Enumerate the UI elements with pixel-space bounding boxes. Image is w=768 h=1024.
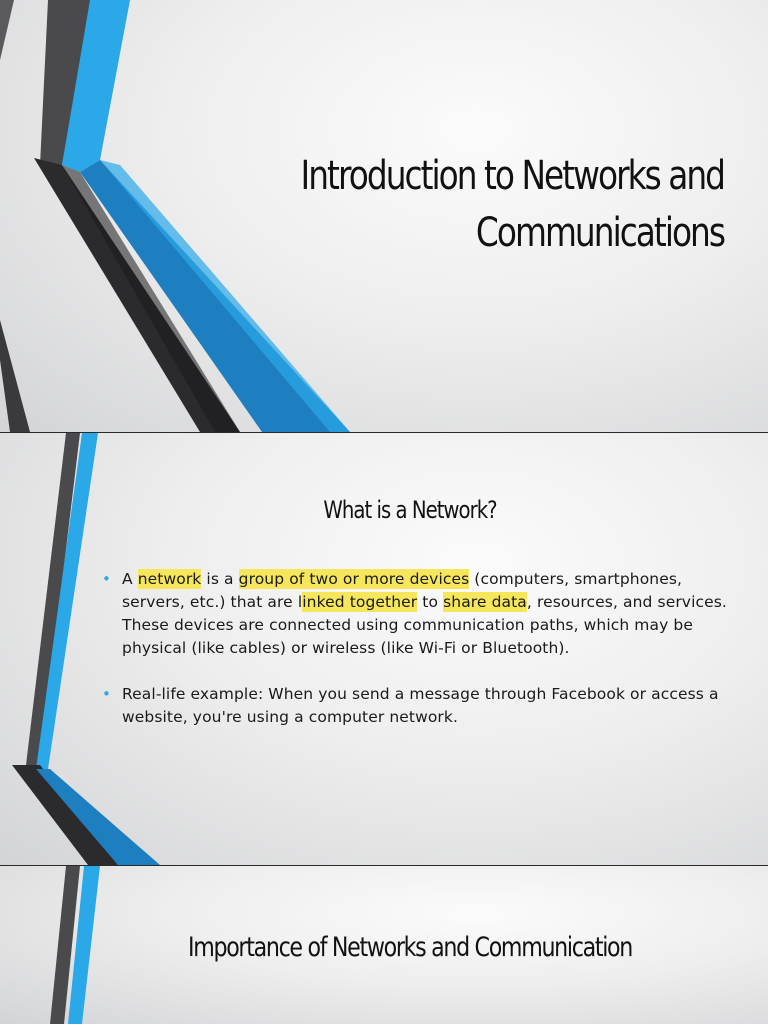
highlighted-term: group of two or more devices: [238, 570, 470, 588]
slide-3-title: Importance of Networks and Communication: [187, 932, 633, 963]
bullet-dot-icon: •: [102, 685, 111, 703]
highlighted-term: share data: [443, 593, 527, 611]
bullet-text: [122, 569, 727, 657]
bullet-list: [102, 568, 742, 729]
bullet-item: [102, 683, 742, 729]
bullet-dot-icon: •: [102, 570, 111, 588]
highlighted-term: inked together: [302, 593, 418, 611]
text-run: , resources, and services. These devices are connected using communication paths, which may be physical (like cables) or wireless (like Wi-Fi or Bluetooth).: [122, 593, 727, 657]
slide-1: [0, 0, 768, 432]
bullet-text: [122, 685, 719, 726]
text-run: to: [417, 593, 444, 611]
slide-1-title: Introduction to Networks and Communications: [300, 153, 724, 256]
text-run: Real-life example: When you send a message through Facebook or access a website, you're using a computer network.: [122, 685, 719, 726]
text-run: A: [122, 570, 138, 588]
bullet-item: [102, 568, 742, 660]
text-run: (computers, smartphones, servers, etc.) that are l: [122, 570, 683, 611]
slide-3: [0, 866, 768, 1024]
slide-2-title: What is a Network?: [323, 496, 497, 524]
text-run: is a: [201, 570, 239, 588]
highlighted-term: network: [137, 570, 202, 588]
